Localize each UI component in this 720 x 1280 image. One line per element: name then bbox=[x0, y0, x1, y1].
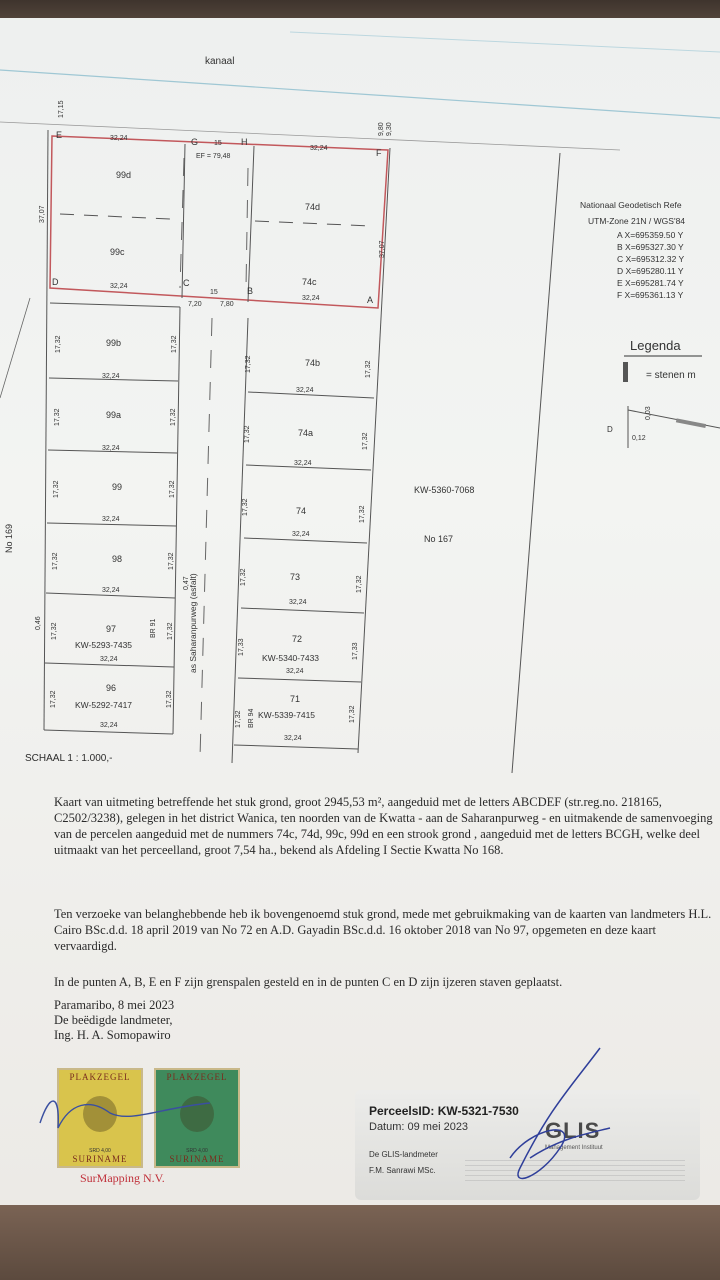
svg-text:0,03: 0,03 bbox=[645, 406, 652, 420]
svg-text:17,32: 17,32 bbox=[51, 622, 58, 640]
svg-text:32,24: 32,24 bbox=[102, 373, 120, 380]
right-parcel-column bbox=[232, 318, 374, 763]
corner-detail bbox=[607, 406, 720, 448]
svg-text:32,24: 32,24 bbox=[296, 387, 314, 394]
dim-strip-c: 7,20 bbox=[188, 301, 202, 308]
parcel-71: 71 bbox=[290, 694, 301, 704]
parcel-99b: 99b bbox=[106, 338, 122, 348]
dim-width-99c: 32,24 bbox=[110, 283, 128, 290]
parcel-74a: 74a bbox=[298, 428, 314, 438]
surveyor-name: Ing. H. A. Somopawiro bbox=[54, 1028, 171, 1042]
dim-1733-left: 17,33 bbox=[238, 638, 245, 656]
svg-text:17,32: 17,32 bbox=[242, 498, 249, 516]
svg-text:32,24: 32,24 bbox=[284, 735, 302, 742]
svg-text:F X=695361.13 Y: F X=695361.13 Y bbox=[617, 290, 684, 300]
svg-text:D X=695280.11 Y: D X=695280.11 Y bbox=[617, 266, 684, 276]
svg-text:17,32: 17,32 bbox=[356, 575, 363, 593]
legend bbox=[623, 338, 702, 382]
survey-document bbox=[0, 18, 720, 1208]
desk-surface-bottom bbox=[0, 1205, 720, 1280]
east-boundary bbox=[512, 153, 560, 773]
corner-C: C bbox=[183, 278, 190, 288]
svg-text:17,32: 17,32 bbox=[171, 335, 178, 353]
dim-ef: EF = 79,48 bbox=[196, 153, 231, 160]
dim-width-74d: 32,24 bbox=[310, 145, 328, 152]
plakzegel-stamp-green: PLAKZEGEL SRD 4,00 SURINAME bbox=[154, 1068, 240, 1168]
svg-text:17,32: 17,32 bbox=[235, 710, 242, 728]
description-paragraph: Kaart van uitmeting betreffende het stuk grond, groot 2945,53 m², aangeduid met de letters ABCDEF (str.reg.no. 218165, C2502/3238), gelegen in het district Wanica, ten noorden van de Kwatta - aan de Saharanpurweg - en uitmakende de samenvoeging van de percelen aangeduid met de nummers 74c, 74d, 99c, 99d en een strook grond , aangeduid met de letters BCGH, welke deel uitmaakt van het perceelland, groot 7,54 ha., bekend als Afdeling I Sectie Kwatta No 168. bbox=[54, 795, 713, 857]
svg-text:32,24: 32,24 bbox=[289, 599, 307, 606]
svg-text:32,24: 32,24 bbox=[102, 445, 120, 452]
road-offset: 0,47 bbox=[183, 576, 190, 590]
corner-A: A bbox=[367, 295, 374, 305]
svg-text:17,32: 17,32 bbox=[166, 690, 173, 708]
svg-text:17,32: 17,32 bbox=[245, 355, 252, 373]
svg-text:17,32: 17,32 bbox=[362, 432, 369, 450]
handwritten-signature-left bbox=[30, 1083, 230, 1143]
road-label: as Saharanpurweg (asfalt) bbox=[188, 573, 198, 673]
parcel-99d: 99d bbox=[116, 170, 132, 180]
glis-logo: GLIS bbox=[545, 1118, 601, 1143]
svg-text:32,24: 32,24 bbox=[102, 516, 120, 523]
parcel-72: 72 bbox=[292, 634, 303, 644]
corner-B: B bbox=[247, 286, 254, 296]
kw-east: KW-5360-7068 bbox=[414, 485, 475, 495]
canal-label: kanaal bbox=[205, 56, 235, 67]
svg-text:17,32: 17,32 bbox=[53, 480, 60, 498]
scale-label: SCHAAL 1 : 1.000,- bbox=[25, 753, 113, 764]
dim-top-left: 17,15 bbox=[58, 100, 65, 118]
svg-text:17,32: 17,32 bbox=[244, 425, 251, 443]
boundary-stone-icon bbox=[623, 362, 628, 382]
company-name: SurMapping N.V. bbox=[80, 1171, 165, 1185]
reference-system: UTM-Zone 21N / WGS'84 bbox=[588, 216, 686, 226]
svg-text:32,24: 32,24 bbox=[102, 587, 120, 594]
svg-text:32,24: 32,24 bbox=[100, 722, 118, 729]
svg-text:17,32: 17,32 bbox=[168, 552, 175, 570]
neighbour-no167: No 167 bbox=[424, 534, 454, 544]
neighbour-no169: No 169 bbox=[4, 523, 14, 553]
markers-paragraph: In de punten A, B, E en F zijn grenspalen gesteld en in de punten C en D zijn ijzeren staven geplaatst. bbox=[54, 975, 563, 989]
parcel-71-kw: KW-5339-7415 bbox=[258, 710, 316, 720]
svg-text:A X=695359.50 Y: A X=695359.50 Y bbox=[617, 230, 684, 240]
svg-text:17,32: 17,32 bbox=[365, 360, 372, 378]
parcel-97-kw: KW-5293-7435 bbox=[75, 640, 133, 650]
svg-text:32,24: 32,24 bbox=[286, 668, 304, 675]
parcel-74: 74 bbox=[296, 506, 307, 516]
svg-text:B X=695327.30 Y: B X=695327.30 Y bbox=[617, 242, 684, 252]
dim-width-74c: 32,24 bbox=[302, 295, 320, 302]
svg-text:17,32: 17,32 bbox=[170, 408, 177, 426]
svg-text:32,24: 32,24 bbox=[100, 656, 118, 663]
br91-label: BR 91 bbox=[150, 618, 157, 638]
svg-text:32,24: 32,24 bbox=[292, 531, 310, 538]
glis-date: Datum: 09 mei 2023 bbox=[369, 1121, 469, 1133]
glis-landmeter-name: F.M. Sanrawi MSc. bbox=[369, 1166, 436, 1175]
corner-H: H bbox=[241, 137, 248, 147]
dim-main-depth-right: 37,07 bbox=[379, 240, 386, 258]
corner-F: F bbox=[376, 148, 382, 158]
glis-logo-sub: Management Instituut bbox=[545, 1145, 603, 1151]
dim-1733-right: 17,33 bbox=[352, 642, 359, 660]
parcel-99c: 99c bbox=[110, 247, 125, 257]
svg-text:17,32: 17,32 bbox=[50, 690, 57, 708]
dim-strip-top: 15 bbox=[214, 140, 222, 147]
dim-main-depth-left: 37,07 bbox=[39, 205, 46, 223]
svg-text:C X=695312.32 Y: C X=695312.32 Y bbox=[617, 254, 685, 264]
canal-line-upper bbox=[290, 32, 720, 52]
signature-block bbox=[54, 998, 174, 1043]
legend-item: = stenen m bbox=[646, 370, 696, 381]
dim-width-99d: 32,24 bbox=[110, 135, 128, 142]
br94-label: BR 94 bbox=[248, 708, 255, 728]
parcel-96: 96 bbox=[106, 683, 117, 693]
svg-text:E X=695281.74 Y: E X=695281.74 Y bbox=[617, 278, 684, 288]
svg-text:17,32: 17,32 bbox=[167, 622, 174, 640]
dim-top-right-b: 9,30 bbox=[386, 122, 393, 136]
dim-top-right-a: 9,80 bbox=[378, 122, 385, 136]
plakzegel-stamp-yellow: PLAKZEGEL SRD 4,00 SURINAME bbox=[57, 1068, 143, 1168]
parcel-97: 97 bbox=[106, 624, 117, 634]
corner-D: D bbox=[52, 277, 59, 287]
svg-text:17,32: 17,32 bbox=[169, 480, 176, 498]
svg-text:32,24: 32,24 bbox=[294, 460, 312, 467]
svg-text:17,32: 17,32 bbox=[54, 408, 61, 426]
svg-text:17,32: 17,32 bbox=[240, 568, 247, 586]
corner-G: G bbox=[191, 137, 199, 147]
parcel-99: 99 bbox=[112, 482, 123, 492]
parcel-72-kw: KW-5340-7433 bbox=[262, 653, 320, 663]
dim-strip-bottom: 15 bbox=[210, 289, 218, 296]
legend-title: Legenda bbox=[630, 338, 681, 353]
parcel-73: 73 bbox=[290, 572, 301, 582]
dim-strip-b: 7,80 bbox=[220, 301, 234, 308]
request-paragraph: Ten verzoeke van belanghebbende heb ik bovengenoemd stuk grond, mede met gebruikmaking van de kaarten van landmeters H.L. Cairo BSc.d.d. 18 april 2019 van No 72 en A.D. Gayadin BSc.d.d. 16 oktober 2018 van No 97, opgemeten en deze kaart vervaardigd. bbox=[54, 907, 712, 953]
parcel-74d: 74d bbox=[305, 202, 321, 212]
parcel-99a: 99a bbox=[106, 410, 122, 420]
svg-text:17,32: 17,32 bbox=[55, 335, 62, 353]
svg-text:17,32: 17,32 bbox=[52, 552, 59, 570]
handwritten-signature-right bbox=[490, 1038, 620, 1198]
svg-text:17,32: 17,32 bbox=[359, 505, 366, 523]
canal-line bbox=[0, 70, 720, 118]
survey-map bbox=[0, 18, 720, 778]
parcel-74c: 74c bbox=[302, 277, 317, 287]
place-date: Paramaribo, 8 mei 2023 bbox=[54, 998, 175, 1012]
glis-landmeter-label: De GLIS-landmeter bbox=[369, 1150, 438, 1159]
left-offset: 0,46 bbox=[35, 616, 42, 630]
parcel-96-kw: KW-5292-7417 bbox=[75, 700, 133, 710]
combined-parcel-outline bbox=[50, 136, 388, 308]
reference-block bbox=[580, 200, 685, 300]
parcel-74b: 74b bbox=[305, 358, 321, 368]
svg-text:0,12: 0,12 bbox=[632, 435, 646, 442]
detail-point: D bbox=[607, 425, 613, 434]
reference-title: Nationaal Geodetisch Refe bbox=[580, 200, 682, 210]
surveyor-role: De beëdigde landmeter, bbox=[54, 1013, 173, 1027]
parcel-98: 98 bbox=[112, 554, 123, 564]
svg-text:17,32: 17,32 bbox=[349, 705, 356, 723]
perceel-id: PerceelsID: KW-5321-7530 bbox=[369, 1104, 519, 1118]
corner-E: E bbox=[56, 130, 63, 140]
